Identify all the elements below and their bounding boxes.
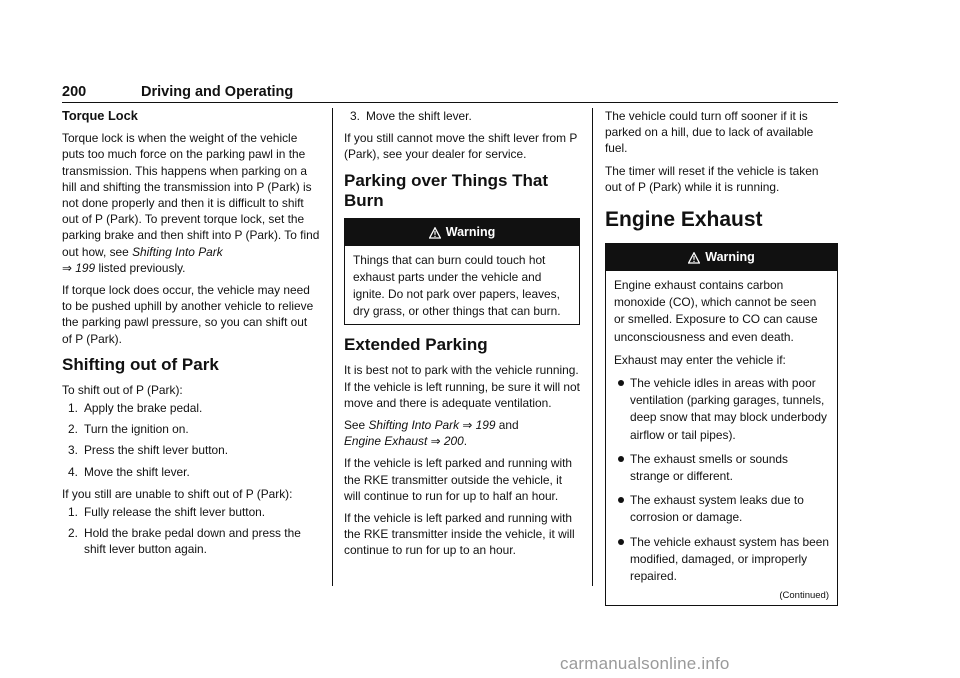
shift-steps-list [62, 400, 320, 480]
continued-label: (Continued) [779, 590, 829, 602]
engine-exhaust-heading: Engine Exhaust [605, 208, 763, 232]
page-reference-arrow-icon: ⇒ [430, 434, 441, 449]
torque-lock-paragraph-2: If torque lock does occur, the vehicle may need to be pushed uphill by another vehicle to relieve the parking pawl pressure, so you can shift out of P (Park). [62, 283, 314, 346]
parking-over-burn-heading: Parking over Things That Burn [344, 170, 549, 210]
exhaust-enter-paragraph: Exhaust may enter the vehicle if: [614, 352, 786, 367]
warning-box-burn [344, 218, 580, 326]
bullet-dot-icon [618, 380, 624, 386]
bullet-dot-icon [618, 497, 624, 503]
warning-header: Warning [606, 244, 837, 271]
shifting-intro: To shift out of P (Park): [62, 382, 183, 397]
warning-box-exhaust [605, 243, 838, 606]
warning-header: Warning [345, 219, 579, 246]
list-item: 1. Apply the brake pedal. [68, 401, 203, 416]
list-item: 2. Hold the brake pedal down and press the shift lever button again. [68, 526, 301, 557]
torque-lock-heading: Torque Lock [62, 108, 138, 123]
still-cannot-move-text: If you still cannot move the shift lever from P (Park), see your dealer for service. [344, 131, 578, 162]
torque-lock-paragraph: Torque lock is when the weight of the vehicle puts too much force on the parking pawl in the transmission. This happens when parking on a hill and shifting the transmission into P (Park) is not done properly and then it is difficult to shift out of P (Park). To prevent torque lock, set the parking brake and then shift into P (Park). To find out how, see Shifting Into Park ⇒ 199 listed previously. [62, 131, 320, 275]
list-item: 1. Fully release the shift lever button. [68, 505, 266, 520]
list-item: 3. Move the shift lever. [350, 109, 472, 123]
section-title: Driving and Operating [141, 84, 294, 100]
column-divider [592, 108, 593, 586]
list-item: 4. Move the shift lever. [68, 464, 190, 479]
rke-inside-paragraph: If the vehicle is left parked and running with the RKE transmitter inside the vehicle, it will continue to run for up to an hour. [344, 511, 575, 558]
unable-steps-list [62, 504, 320, 558]
column-left [62, 108, 320, 564]
page-ref-number[interactable]: 199 [75, 260, 96, 275]
page-reference-arrow-icon: ⇒ [62, 260, 72, 275]
page-header [62, 84, 838, 103]
list-item: The vehicle exhaust system has been modified, damaged, or improperly repaired. [614, 534, 829, 586]
extended-parking-heading: Extended Parking [344, 335, 488, 355]
exhaust-bullet-list [614, 375, 829, 585]
column-middle [344, 108, 580, 565]
rke-outside-paragraph: If the vehicle is left parked and running with the RKE transmitter outside the vehicle, it will continue to run for up to half an hour. [344, 456, 573, 503]
list-item: The exhaust system leaks due to corrosion or damage. [614, 492, 829, 526]
engine-exhaust-link[interactable]: Engine Exhaust [344, 434, 428, 449]
page-reference-arrow-icon: ⇒ [462, 418, 473, 433]
continued-steps-list [344, 108, 580, 124]
page-number: 200 [62, 84, 87, 100]
bullet-dot-icon [618, 539, 624, 545]
warning-text: Things that can burn could touch hot exhaust parts under the vehicle and ignite. Do not park over papers, leaves, dry grass, or other things that can burn. [353, 252, 561, 319]
watermark: carmanualsonline.info [560, 654, 730, 673]
list-item: The exhaust smells or sounds strange or different. [614, 451, 829, 485]
bullet-dot-icon [618, 456, 624, 462]
warning-triangle-icon [429, 227, 441, 239]
column-divider [332, 108, 333, 586]
shifting-out-of-park-heading: Shifting out of Park [62, 354, 219, 374]
see-references: See Shifting Into Park ⇒ 199 and Engine Exhaust ⇒ 200. [344, 418, 519, 449]
list-item: The vehicle idles in areas with poor ventilation (parking garages, tunnels, deep snow that may block underbody airflow or tail pipes). [614, 375, 829, 444]
exhaust-warning-paragraph: Engine exhaust contains carbon monoxide (CO), which cannot be seen or smelled. Exposure to CO can cause unconsciousness and even death. [614, 278, 818, 344]
timer-paragraph: The timer will reset if the vehicle is taken out of P (Park) while it is running. [605, 163, 819, 194]
shifting-into-park-link[interactable]: Shifting Into Park [368, 418, 460, 433]
unable-to-shift-text: If you still are unable to shift out of P (Park): [62, 486, 293, 501]
shifting-into-park-link[interactable]: Shifting Into Park [132, 244, 223, 259]
turn-off-paragraph: The vehicle could turn off sooner if it is parked on a hill, due to lack of available fuel. [605, 109, 814, 156]
column-right [605, 108, 838, 616]
extended-parking-paragraph: It is best not to park with the vehicle running. If the vehicle is left running, be sure it will not move and there is adequate ventilation. [344, 363, 580, 410]
warning-content [606, 271, 837, 605]
list-item: 3. Press the shift lever button. [68, 443, 229, 458]
warning-triangle-icon [688, 252, 700, 264]
list-item: 2. Turn the ignition on. [68, 422, 189, 437]
